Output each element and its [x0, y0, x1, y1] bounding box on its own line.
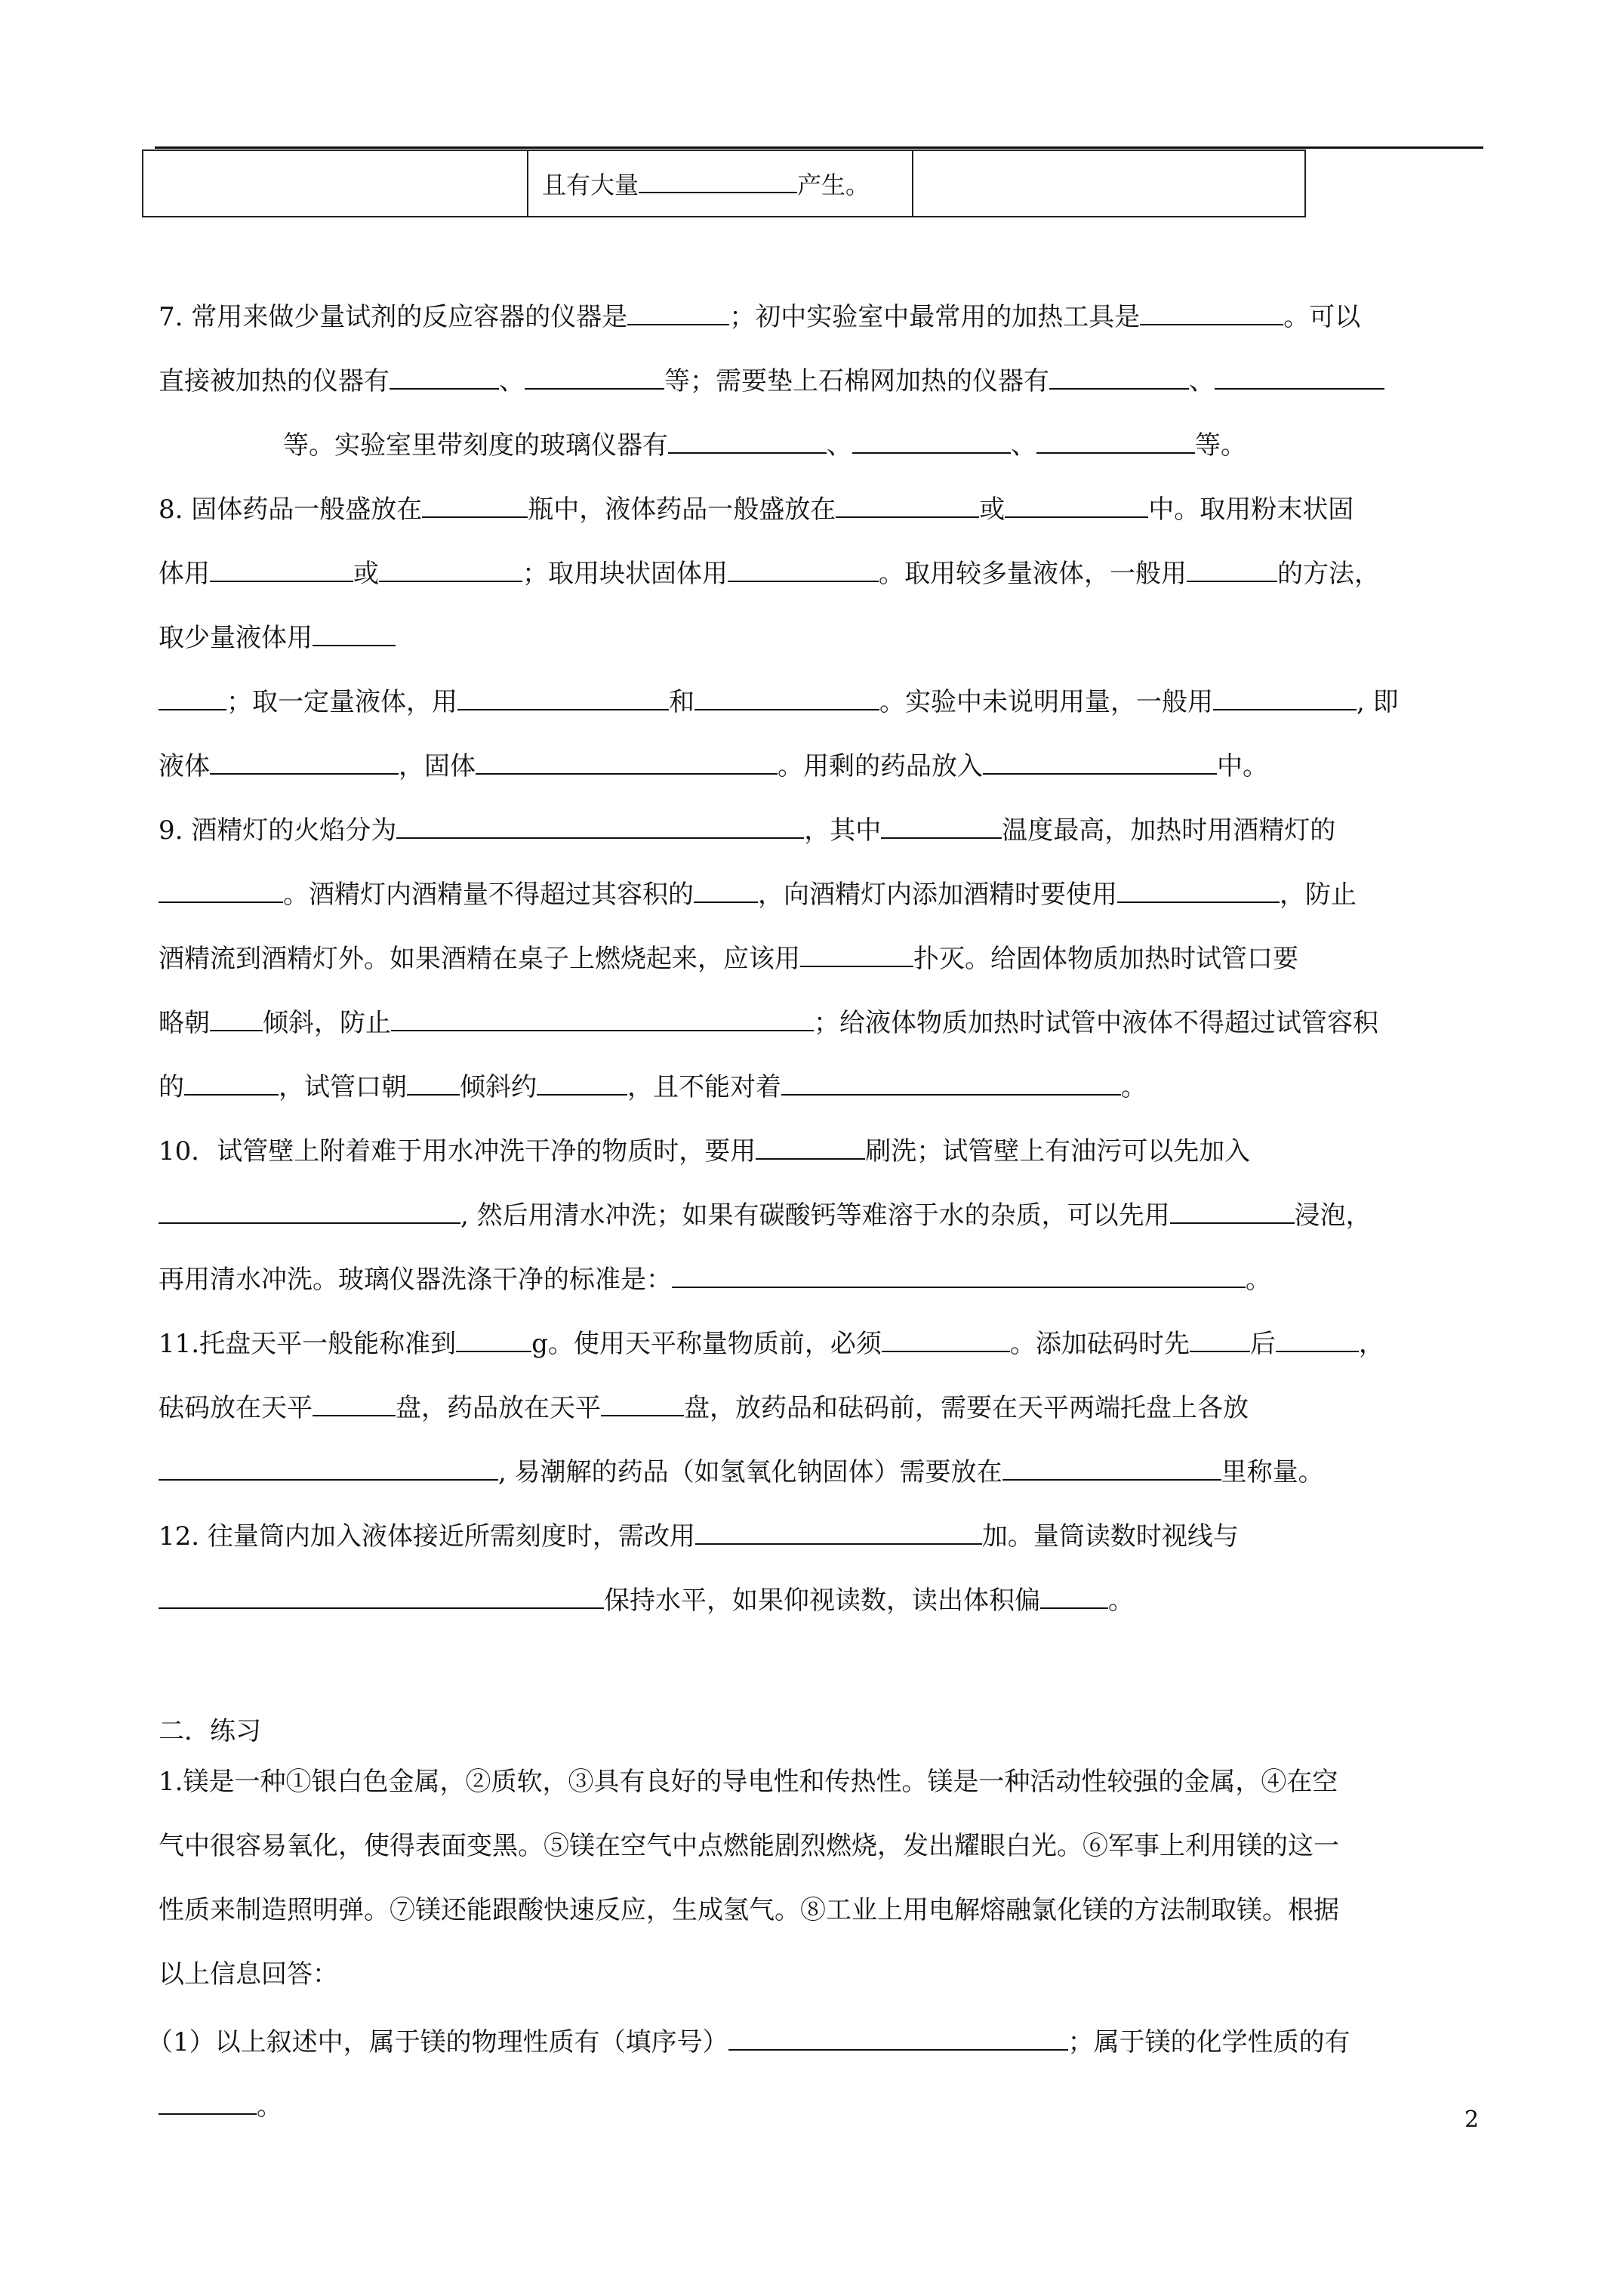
- text: 后: [1249, 1329, 1276, 1359]
- q8-line-3: [159, 619, 1487, 654]
- text: 9. 酒精灯的火焰分为: [159, 815, 397, 846]
- q9-line-1: [159, 812, 1487, 846]
- text: 取少量液体用: [159, 623, 313, 653]
- text: 。酒精灯内酒精量不得超过其容积的: [283, 880, 694, 910]
- text: 。可以: [1283, 302, 1361, 332]
- text: 再用清水冲洗。玻璃仪器洗涤干净的标准是：: [159, 1265, 672, 1295]
- text: 。取用较多量液体，一般用: [879, 559, 1187, 589]
- text: 8. 固体药品一般盛放在: [159, 495, 423, 525]
- blank: [210, 1004, 263, 1031]
- text: 等。实验室里带刻度的玻璃仪器有: [283, 430, 668, 461]
- text: ，固体: [399, 751, 476, 781]
- text: 、: [1189, 366, 1215, 396]
- text: 7. 常用来做少量试剂的反应容器的仪器是: [159, 302, 628, 332]
- blank: [627, 298, 729, 325]
- blank: [184, 1068, 279, 1096]
- blank: [983, 747, 1217, 775]
- continuation-table: [142, 149, 1306, 217]
- q7-line-2: [159, 362, 1487, 397]
- text: ；给液体物质加热时试管中液体不得超过试管容积: [814, 1008, 1378, 1038]
- q1-line-2: 气中很容易氧化，使得表面变黑。⑤镁在空气中点燃能剧烈燃烧，发出耀眼白光。⑥军事上利用镁的这一: [159, 1831, 1339, 1861]
- blank: [1170, 1197, 1295, 1224]
- text: 12. 往量筒内加入液体接近所需刻度时，需改用: [159, 1521, 695, 1552]
- blank: [159, 876, 283, 903]
- blank: [407, 1068, 460, 1096]
- blank: [159, 683, 226, 710]
- blank: [1276, 1325, 1359, 1352]
- blank: [694, 876, 758, 903]
- q9-line-5: [159, 1068, 1487, 1103]
- text: ；初中实验室中最常用的加热工具是: [729, 302, 1141, 332]
- blank: [456, 1325, 531, 1352]
- text: ；取一定量液体，用: [226, 687, 457, 717]
- q8-line-5: [159, 747, 1487, 782]
- q10-line-3: [159, 1261, 1487, 1296]
- text: 液体: [159, 751, 210, 781]
- q1-sub1-line: [147, 2023, 1476, 2058]
- blank: [159, 1582, 604, 1609]
- blank: [695, 1518, 982, 1545]
- blank: [639, 168, 797, 193]
- text: 刷洗；试管壁上有油污可以先加入: [865, 1136, 1251, 1166]
- text: 的方法，: [1277, 559, 1380, 589]
- blank: [1190, 1325, 1250, 1352]
- blank: [159, 1197, 460, 1224]
- text: 倾斜，防止: [263, 1008, 391, 1038]
- text: 。实验中未说明用量，一般用: [879, 687, 1213, 717]
- text: 体用: [159, 559, 210, 589]
- blank: [1036, 427, 1195, 454]
- cell-text: 且有大量: [542, 171, 639, 199]
- text: 等；需要垫上石棉网加热的仪器有: [664, 366, 1049, 396]
- blank: [882, 1325, 1010, 1352]
- blank: [313, 1389, 396, 1416]
- q10-line-2: [159, 1197, 1487, 1231]
- text: 和: [669, 687, 694, 717]
- text: 略朝: [159, 1008, 210, 1038]
- q12-line-1: [159, 1518, 1487, 1552]
- blank: [210, 747, 399, 775]
- text: 加。量筒读数时视线与: [981, 1521, 1239, 1552]
- q8-line-4: [159, 683, 1487, 718]
- q10-line-1: [159, 1133, 1487, 1167]
- cell-text: 产生。: [797, 171, 870, 199]
- text: 盘，药品放在天平: [396, 1393, 601, 1423]
- blank: [1140, 298, 1283, 325]
- text: 。添加砝码时先: [1009, 1329, 1190, 1359]
- text: 中。取用粉末状固: [1148, 495, 1354, 525]
- q8-line-1: [159, 491, 1487, 525]
- q11-line-3: [159, 1453, 1487, 1488]
- text: 酒精流到酒精灯外。如果酒精在桌子上燃烧起来，应该用: [159, 944, 800, 974]
- text: 、: [827, 430, 852, 461]
- blank: [159, 1453, 498, 1481]
- blank: [800, 940, 913, 967]
- blank: [1213, 683, 1357, 710]
- blank: [601, 1389, 684, 1416]
- text: 砝码放在天平: [159, 1393, 313, 1423]
- blank: [694, 683, 879, 710]
- table-row: [143, 150, 1305, 217]
- text: 、: [499, 366, 525, 396]
- text: 或: [353, 559, 379, 589]
- text: 或: [979, 495, 1006, 525]
- blank: [1187, 555, 1277, 582]
- blank: [672, 1261, 1246, 1288]
- top-rule: [155, 146, 1483, 149]
- blank: [1215, 362, 1384, 390]
- blank: [1005, 491, 1148, 518]
- text: ；属于镁的化学性质的有: [1067, 2027, 1350, 2057]
- blank: [379, 555, 522, 582]
- blank: [781, 1068, 1121, 1096]
- blank: [210, 555, 353, 582]
- text: 保持水平，如果仰视读数，读出体积偏: [604, 1586, 1040, 1616]
- q7-line-1: [159, 298, 1487, 333]
- text: 扑灭。给固体物质加热时试管口要: [913, 944, 1298, 974]
- text: 、: [1011, 430, 1036, 461]
- blank: [390, 362, 499, 390]
- text: 倾斜约: [460, 1072, 537, 1102]
- text: （1）以上叙述中，属于镁的物理性质有（填序号）: [147, 2027, 728, 2057]
- blank: [457, 683, 669, 710]
- q1-line-3: 性质来制造照明弹。⑦镁还能跟酸快速反应，生成氢气。⑧工业上用电解熔融氯化镁的方法制取镁。根据: [159, 1895, 1339, 1925]
- blank: [728, 2023, 1068, 2051]
- q11-line-1: [159, 1325, 1487, 1360]
- blank: [1002, 1453, 1221, 1481]
- text: ，防止: [1280, 880, 1357, 910]
- blank: [728, 555, 879, 582]
- blank: [159, 2088, 257, 2115]
- text: 中。: [1217, 751, 1268, 781]
- text: 的: [159, 1072, 184, 1102]
- page-number: 2: [1464, 2106, 1480, 2133]
- blank: [525, 362, 664, 390]
- blank: [1040, 1582, 1108, 1609]
- blank: [1117, 876, 1280, 903]
- text: , 即: [1357, 687, 1399, 717]
- text: 。: [1108, 1586, 1134, 1616]
- q9-line-4: [159, 1004, 1487, 1039]
- blank: [756, 1133, 865, 1160]
- blank: [1049, 362, 1189, 390]
- text: 里称量。: [1221, 1457, 1324, 1487]
- q1-line-4: 以上信息回答：: [159, 1959, 338, 1989]
- blank: [852, 427, 1011, 454]
- blank: [881, 812, 1002, 839]
- blank: [836, 491, 979, 518]
- table-cell: [913, 150, 1305, 217]
- blank: [396, 812, 804, 839]
- text: 温度最高，加热时用酒精灯的: [1002, 815, 1336, 846]
- section-heading: 二．练习: [159, 1716, 261, 1746]
- text: g。使用天平称量物质前，必须: [531, 1329, 882, 1359]
- q7-line-3: [283, 427, 1612, 461]
- text: ；取用块状固体用: [522, 559, 728, 589]
- text: 浸泡，: [1294, 1200, 1372, 1231]
- blank: [422, 491, 528, 518]
- blank: [391, 1004, 814, 1031]
- text: ，: [1358, 1329, 1384, 1359]
- text: 盘，放药品和砝码前，需要在天平两端托盘上各放: [684, 1393, 1249, 1423]
- q9-line-2: [159, 876, 1487, 911]
- text: ，试管口朝: [279, 1072, 407, 1102]
- text: 。用剩的药品放入: [778, 751, 983, 781]
- blank: [668, 427, 827, 454]
- text: ，向酒精灯内添加酒精时要使用: [758, 880, 1117, 910]
- text: 。: [1246, 1265, 1271, 1295]
- q8-line-2: [159, 555, 1487, 590]
- text: 瓶中，液体药品一般盛放在: [528, 495, 836, 525]
- blank: [476, 747, 778, 775]
- text: 11.托盘天平一般能称准到: [159, 1329, 457, 1359]
- text: , 然后用清水冲洗；如果有碳酸钙等难溶于水的杂质，可以先用: [460, 1200, 1170, 1231]
- text: ，其中: [804, 815, 882, 846]
- table-cell: [143, 150, 528, 217]
- q9-line-3: [159, 940, 1487, 975]
- text: , 易潮解的药品（如氢氧化钠固体）需要放在: [498, 1457, 1002, 1487]
- q12-line-2: [159, 1582, 1487, 1616]
- text: 。: [257, 2091, 282, 2122]
- text: 。: [1121, 1072, 1147, 1102]
- blank: [313, 619, 396, 646]
- table-cell: [528, 150, 913, 217]
- q11-line-2: [159, 1389, 1487, 1424]
- blank: [537, 1068, 627, 1096]
- text: 等。: [1195, 430, 1246, 461]
- text: 直接被加热的仪器有: [159, 366, 390, 396]
- text: 10．试管壁上附着难于用水冲洗干净的物质时，要用: [159, 1136, 756, 1166]
- q1-line-1: 1.镁是一种①银白色金属，②质软，③具有良好的导电性和传热性。镁是一种活动性较强的金属，④在空: [159, 1767, 1338, 1797]
- q1-sub1-line-2: [159, 2088, 1487, 2122]
- text: ，且不能对着: [627, 1072, 781, 1102]
